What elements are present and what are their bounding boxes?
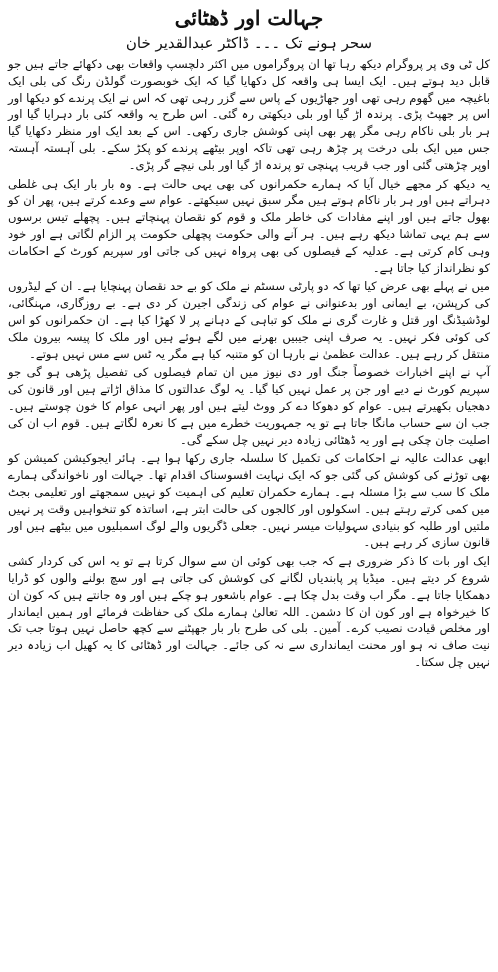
article-headline: جہالت اور ڈھٹائی — [174, 6, 324, 30]
article-body — [8, 56, 490, 671]
article-paragraph: کل ٹی وی پر پروگرام دیکھ رہا تھا ان پروگراموں میں اکثر دلچسپ واقعات بھی دکھائے جاتے ہیں جو قابل دید ہوتے ہیں۔ ایک ایسا ہی واقعہ کل دکھایا گیا کہ ایک خوبصورت گولڈن رنگ کی بلی ایک باغیچہ میں گھوم رہی تھی اور جھاڑیوں کے پاس سے گزر رہی تھی کہ اس نے ایک پرندے کو دیکھا اور اس پر جھپٹ پڑی۔ پرندہ اڑ گیا اور بلی دیکھتی رہ گئی۔ اس طرح یہ واقعہ کئی بار دہرایا گیا اور ہر بار بلی ناکام رہی مگر پھر بھی اپنی کوشش جاری رکھی۔ اس کے بعد ایک اور منظر دکھایا گیا جس میں ایک بلی درخت پر چڑھ رہی تھی تاکہ اوپر بیٹھے پرندے کو پکڑ سکے۔ بلی آہستہ آہستہ اوپر چڑھتی گئی اور جب قریب پہنچی تو پرندہ اڑ گیا اور بلی نیچے گر پڑی۔ — [8, 57, 490, 172]
article-paragraph: میں نے پہلے بھی عرض کیا تھا کہ دو پارٹی سسٹم نے ملک کو بے حد نقصان پہنچایا ہے۔ ان کے لیڈروں کی کرپشن، بے ایمانی اور بدعنوانی نے عوام کی زندگی اجیرن کر دی ہے۔ بے روزگاری، مہنگائی، لوڈشیڈنگ اور قتل و غارت گری نے ملک کو تباہی کے دہانے پر لا کھڑا کیا ہے۔ ان حکمرانوں کو اس کی کوئی فکر نہیں۔ یہ صرف اپنی جیبیں بھرنے میں لگے ہوئے ہیں اور ملک کا پیسہ بیرون ملک منتقل کر رہے ہیں۔ عدالت عظمیٰ نے بارہا ان کو متنبہ کیا ہے مگر یہ ٹس سے مس نہیں ہوتے۔ — [8, 279, 490, 361]
article-paragraph: آپ نے اپنے اخبارات خصوصاً جنگ اور دی نیوز میں ان تمام فیصلوں کی تفصیل پڑھی ہو گی جو سپریم کورٹ نے دیے اور جن پر عمل نہیں کیا گیا۔ یہ لوگ عدالتوں کا مذاق اڑاتے ہیں اور قانون کی دھجیاں بکھیرتے ہیں۔ عوام کو دھوکا دے کر ووٹ لیتے ہیں اور پھر انہی عوام کا خون چوستے ہیں۔ جب ان سے حساب مانگا جاتا ہے تو یہ جمہوریت خطرے میں ہے کا نعرہ لگاتے ہیں۔ قوم اب ان کی اصلیت جان چکی ہے اور یہ ڈھٹائی زیادہ دیر نہیں چل سکے گی۔ — [8, 365, 490, 447]
article-paragraph: ایک اور بات کا ذکر ضروری ہے کہ جب بھی کوئی ان سے سوال کرتا ہے تو یہ اس کی کردار کشی شروع کر دیتے ہیں۔ میڈیا پر پابندیاں لگانے کی کوشش کی جاتی ہے اور سچ بولنے والوں کو ڈرایا دھمکایا جاتا ہے۔ مگر اب وقت بدل چکا ہے۔ عوام باشعور ہو چکے ہیں اور وہ جانتے ہیں کہ کون ان کا خیرخواہ ہے اور کون ان کا دشمن۔ اللہ تعالیٰ ہمارے ملک کی حفاظت فرمائے اور ہمیں ایماندار اور مخلص قیادت نصیب کرے۔ آمین۔ بلی کی طرح بار بار جھپٹنے سے کچھ حاصل نہیں ہوتا جب تک نیت صاف نہ ہو اور محنت ایمانداری سے نہ کی جائے۔ جہالت اور ڈھٹائی کا یہ کھیل اب زیادہ دیر نہیں چل سکتا۔ — [8, 554, 490, 669]
article-paragraph: ابھی عدالت عالیہ نے احکامات کی تکمیل کا سلسلہ جاری رکھا ہوا ہے۔ ہائر ایجوکیشن کمیشن کو بھی توڑنے کی کوشش کی گئی جو کہ ایک نہایت افسوسناک اقدام تھا۔ جہالت اور ناخواندگی ہمارے ملک کا سب سے بڑا مسئلہ ہے۔ ہمارے حکمران تعلیم کی اہمیت کو نہیں سمجھتے اور تعلیمی بجٹ میں کمی کرتے رہتے ہیں۔ اسکولوں اور کالجوں کی حالت ابتر ہے، اساتذہ کو تنخواہیں وقت پر نہیں ملتیں اور طلبہ کو بنیادی سہولیات میسر نہیں۔ جعلی ڈگریوں والے لوگ اسمبلیوں میں بیٹھے ہیں اور قانون سازی کر رہے ہیں۔ — [8, 451, 490, 550]
author-byline: سحر ہونے تک ۔۔۔ ڈاکٹر عبدالقدیر خان — [125, 34, 373, 52]
article-paragraph: یہ دیکھ کر مجھے خیال آیا کہ ہمارے حکمرانوں کی بھی یہی حالت ہے۔ وہ بار بار ایک ہی غلطی دہراتے ہیں اور ہر بار ناکام ہوتے ہیں مگر سبق نہیں سیکھتے۔ عوام سے وعدے کرتے ہیں، پھر ان کو بھول جاتے ہیں اور اپنے مفادات کی خاطر ملک و قوم کو نقصان پہنچاتے ہیں۔ پچھلے تیس برسوں سے ہم یہی تماشا دیکھ رہے ہیں۔ ہر آنے والی حکومت پچھلی حکومت پر الزام لگاتی ہے اور خود وہی کام کرتی ہے۔ عدلیہ کے فیصلوں کی بھی پرواہ نہیں کی جاتی اور سپریم کورٹ کے احکامات کو نظرانداز کیا جاتا ہے۔ — [8, 176, 490, 275]
